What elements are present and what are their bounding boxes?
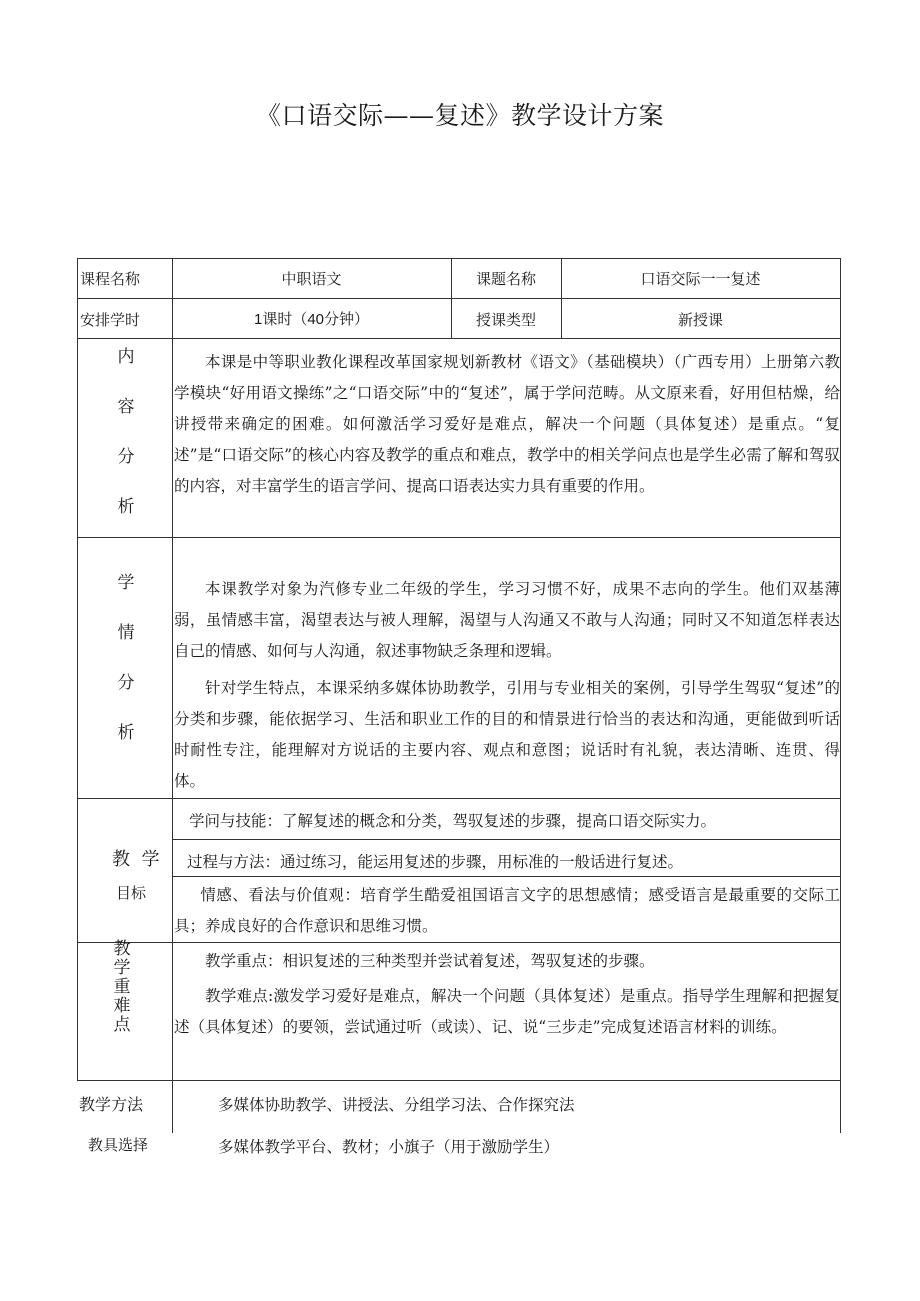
tools-text: 多媒体教学平台、教材；小旗子（用于激励学生） xyxy=(218,1138,560,1156)
goal-knowledge-skills: 学问与技能：了解复述的概念和分类，驾驭复述的步骤，提高口语交际实力。 xyxy=(189,812,717,830)
teaching-goals-label-top: 教 学 xyxy=(112,849,160,870)
methods-text: 多媒体协助教学、讲授法、分组学习法、合作探究法 xyxy=(218,1096,575,1114)
hours-value: 1课时（40分钟） xyxy=(253,311,370,328)
methods-label: 教学方法 xyxy=(79,1095,144,1114)
lesson-type-value: 新授课 xyxy=(677,311,723,329)
topic-name-label: 课题名称 xyxy=(475,270,536,288)
goal-emotion-values: 情感、看法与价值观：培育学生酷爱祖国语言文字的思想感情；感受语言是最重要的交际工具；养成良好的合作意识和思维习惯。 xyxy=(174,886,840,935)
page-title: 《口语交际——复述》教学设计方案 xyxy=(255,101,664,130)
teaching-goals-label-bottom: 目标 xyxy=(116,884,147,902)
course-name-value: 中职语文 xyxy=(281,270,342,288)
student-analysis-para1: 本课教学对象为汽修专业二年级的学生，学习习惯不好，成果不志向的学生。他们双基薄弱，虽情感丰富，渴望表达与被人理解，渴望与人沟通又不敢与人沟通；同时又不知道怎样表达自己的情感、如何与人沟通，叙述事物缺乏条理和逻辑。 xyxy=(174,580,840,660)
tools-label: 教具选择 xyxy=(88,1136,149,1154)
student-analysis-para2: 针对学生特点，本课采纳多媒体协助教学，引用与专业相关的案例，引导学生驾驭“复述”的分类和步骤，能依据学习、生活和职业工作的目的和情景进行恰当的表达和沟通，更能做到听话时耐性专注，能理解对方说话的主要内容、观点和意图；说话时有礼貌，表达清晰、连贯、得体。 xyxy=(174,679,840,790)
topic-name-value: 口语交际一一复述 xyxy=(640,270,761,288)
difficult-point-text: 教学难点:激发学习爱好是难点，解决一个问题（具体复述）是重点。指导学生理解和把握复述（具体复述）的要领，尝试通过听（或读）、记、说“三步走”完成复述语言材料的训练。 xyxy=(174,987,840,1036)
goal-process-methods: 过程与方法：通过练习，能运用复述的步骤，用标准的一般话进行复述。 xyxy=(187,853,684,871)
lesson-type-label: 授课类型 xyxy=(475,311,536,329)
hours-label: 安排学时 xyxy=(80,311,141,329)
key-point-text: 教学重点：相识复述的三种类型并尝试着复述，驾驭复述的步骤。 xyxy=(205,952,655,970)
content-analysis-text: 本课是中等职业教化课程改革国家规划新教材《语文》（基础模块）（广西专用）上册第六教学模块“好用语文操练”之“口语交际”中的“复述”，属于学问范畴。从文原来看，好用但枯燥，给讲授带来确定的困难。如何激活学习爱好是难点，解决一个问题（具体复述）是重点。“复述”是“口语交际”的核心内容及教学的重点和难点，教学中的相关学问点也是学生必需了解和驾驭的内容，对丰富学生的语言学问、提高口语表达实力具有重要的作用。 xyxy=(174,353,840,495)
course-name-label: 课程名称 xyxy=(80,270,141,288)
